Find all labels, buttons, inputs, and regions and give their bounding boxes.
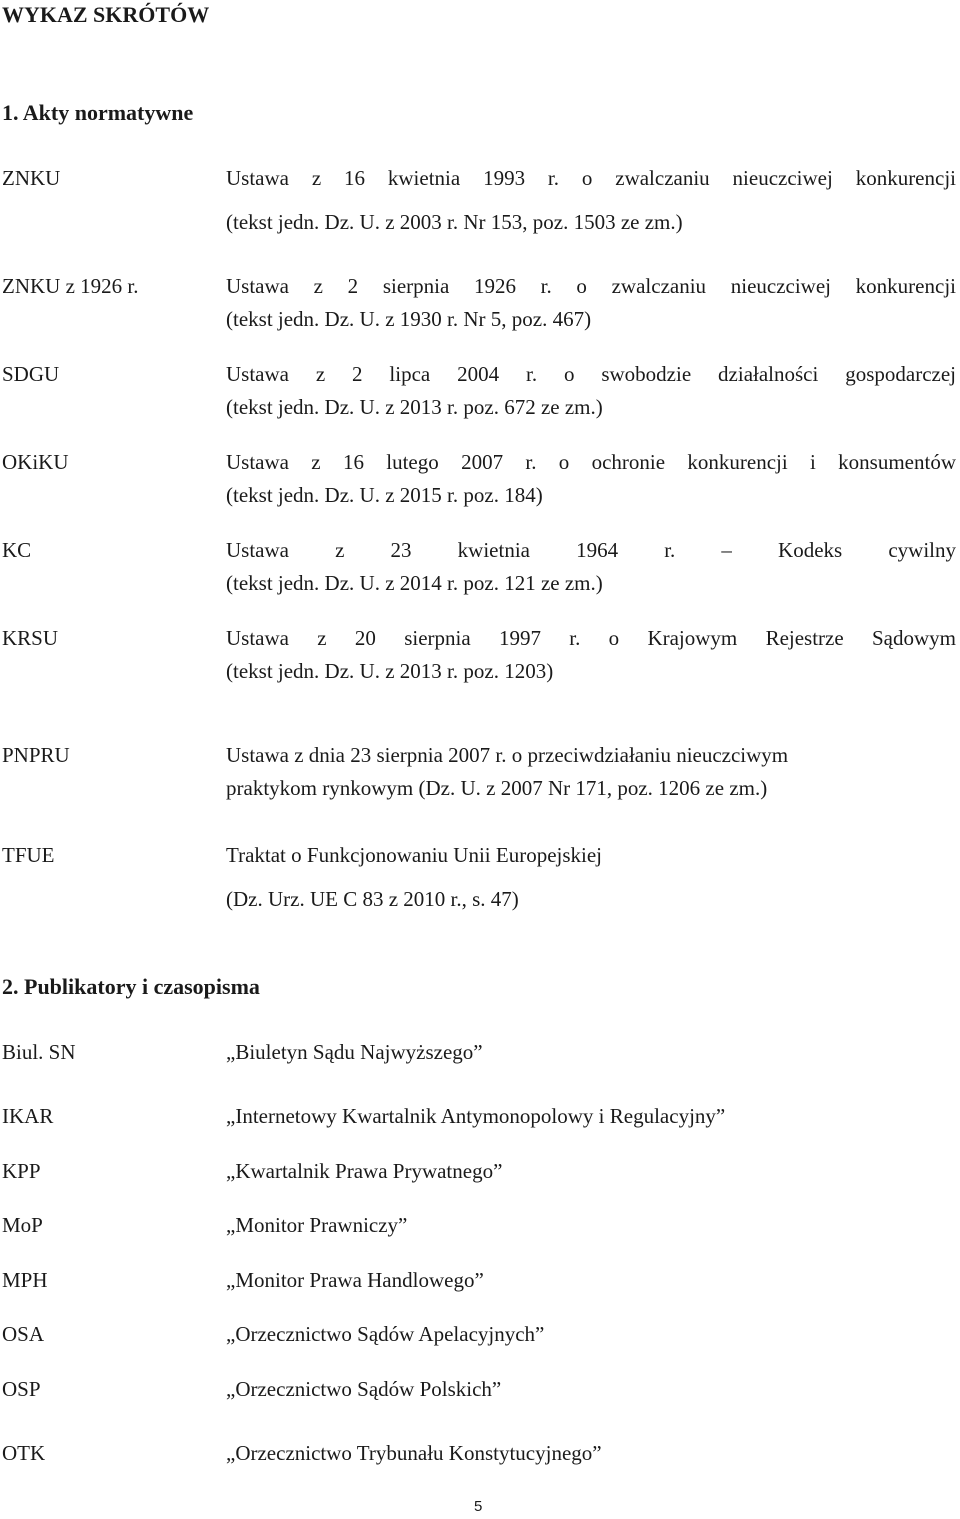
abbreviation: KRSU bbox=[2, 626, 59, 650]
definition-line-1: Ustawa z 2 lipca 2004 r. o swobodzie działalności gospodarczej bbox=[226, 362, 956, 386]
publication-title: „Orzecznictwo Sądów Apelacyjnych” bbox=[226, 1322, 545, 1346]
definition-line-2: (tekst jedn. Dz. U. z 2003 r. Nr 153, poz. 1503 ze zm.) bbox=[226, 210, 683, 234]
abbreviation: IKAR bbox=[2, 1104, 54, 1128]
definition-line-2: praktykom rynkowym (Dz. U. z 2007 Nr 171, poz. 1206 ze zm.) bbox=[226, 776, 768, 800]
publication-title: „Orzecznictwo Trybunału Konstytucyjnego” bbox=[226, 1441, 602, 1465]
abbreviation: OSP bbox=[2, 1377, 41, 1401]
publication-title: „Monitor Prawa Handlowego” bbox=[226, 1268, 484, 1292]
definition-line-2: (tekst jedn. Dz. U. z 2015 r. poz. 184) bbox=[226, 483, 543, 507]
abbreviation: SDGU bbox=[2, 362, 60, 386]
definition-line-1: Ustawa z 16 kwietnia 1993 r. o zwalczaniu nieuczciwej konkurencji bbox=[226, 166, 956, 190]
abbreviation: Biul. SN bbox=[2, 1040, 76, 1064]
definition-line-2: (Dz. Urz. UE C 83 z 2010 r., s. 47) bbox=[226, 887, 519, 911]
definition-line-2: (tekst jedn. Dz. U. z 1930 r. Nr 5, poz. 467) bbox=[226, 307, 592, 331]
abbreviation: ZNKU z 1926 r. bbox=[2, 274, 139, 298]
publication-title: „Biuletyn Sądu Najwyższego” bbox=[226, 1040, 483, 1064]
publication-title: „Internetowy Kwartalnik Antymonopolowy i Regulacyjny” bbox=[226, 1104, 726, 1128]
definition-line-2: (tekst jedn. Dz. U. z 2013 r. poz. 1203) bbox=[226, 659, 554, 683]
abbreviation: ZNKU bbox=[2, 166, 61, 190]
definition-line-2: (tekst jedn. Dz. U. z 2013 r. poz. 672 ze zm.) bbox=[226, 395, 603, 419]
abbreviation: TFUE bbox=[2, 843, 55, 867]
abbreviation: MoP bbox=[2, 1213, 43, 1237]
definition-line-1: Ustawa z 20 sierpnia 1997 r. o Krajowym Rejestrze Sądowym bbox=[226, 626, 956, 650]
section-heading-publikatory: 2. Publikatory i czasopisma bbox=[2, 974, 260, 999]
abbreviation: KPP bbox=[2, 1159, 41, 1183]
publication-title: „Orzecznictwo Sądów Polskich” bbox=[226, 1377, 502, 1401]
abbreviation: PNPRU bbox=[2, 743, 70, 767]
definition-line-1: Traktat o Funkcjonowaniu Unii Europejskiej bbox=[226, 843, 603, 867]
definition-line-2: (tekst jedn. Dz. U. z 2014 r. poz. 121 ze zm.) bbox=[226, 571, 603, 595]
abbreviation: OTK bbox=[2, 1441, 46, 1465]
page-title: WYKAZ SKRÓTÓW bbox=[2, 2, 210, 27]
definition-line-1: Ustawa z dnia 23 sierpnia 2007 r. o przeciwdziałaniu nieuczciwym bbox=[226, 743, 789, 767]
definition-line-1: Ustawa z 2 sierpnia 1926 r. o zwalczaniu nieuczciwej konkurencji bbox=[226, 274, 956, 298]
section-heading-akty-normatywne: 1. Akty normatywne bbox=[2, 100, 194, 125]
definition-line-1: Ustawa z 23 kwietnia 1964 r. – Kodeks cywilny bbox=[226, 538, 956, 562]
abbreviation: OKiKU bbox=[2, 450, 69, 474]
abbreviation: OSA bbox=[2, 1322, 45, 1346]
page-number: 5 bbox=[474, 1498, 483, 1515]
publication-title: „Kwartalnik Prawa Prywatnego” bbox=[226, 1159, 503, 1183]
definition-line-1: Ustawa z 16 lutego 2007 r. o ochronie konkurencji i konsumentów bbox=[226, 450, 956, 474]
abbreviation: MPH bbox=[2, 1268, 48, 1292]
publication-title: „Monitor Prawniczy” bbox=[226, 1213, 408, 1237]
abbreviation: KC bbox=[2, 538, 32, 562]
